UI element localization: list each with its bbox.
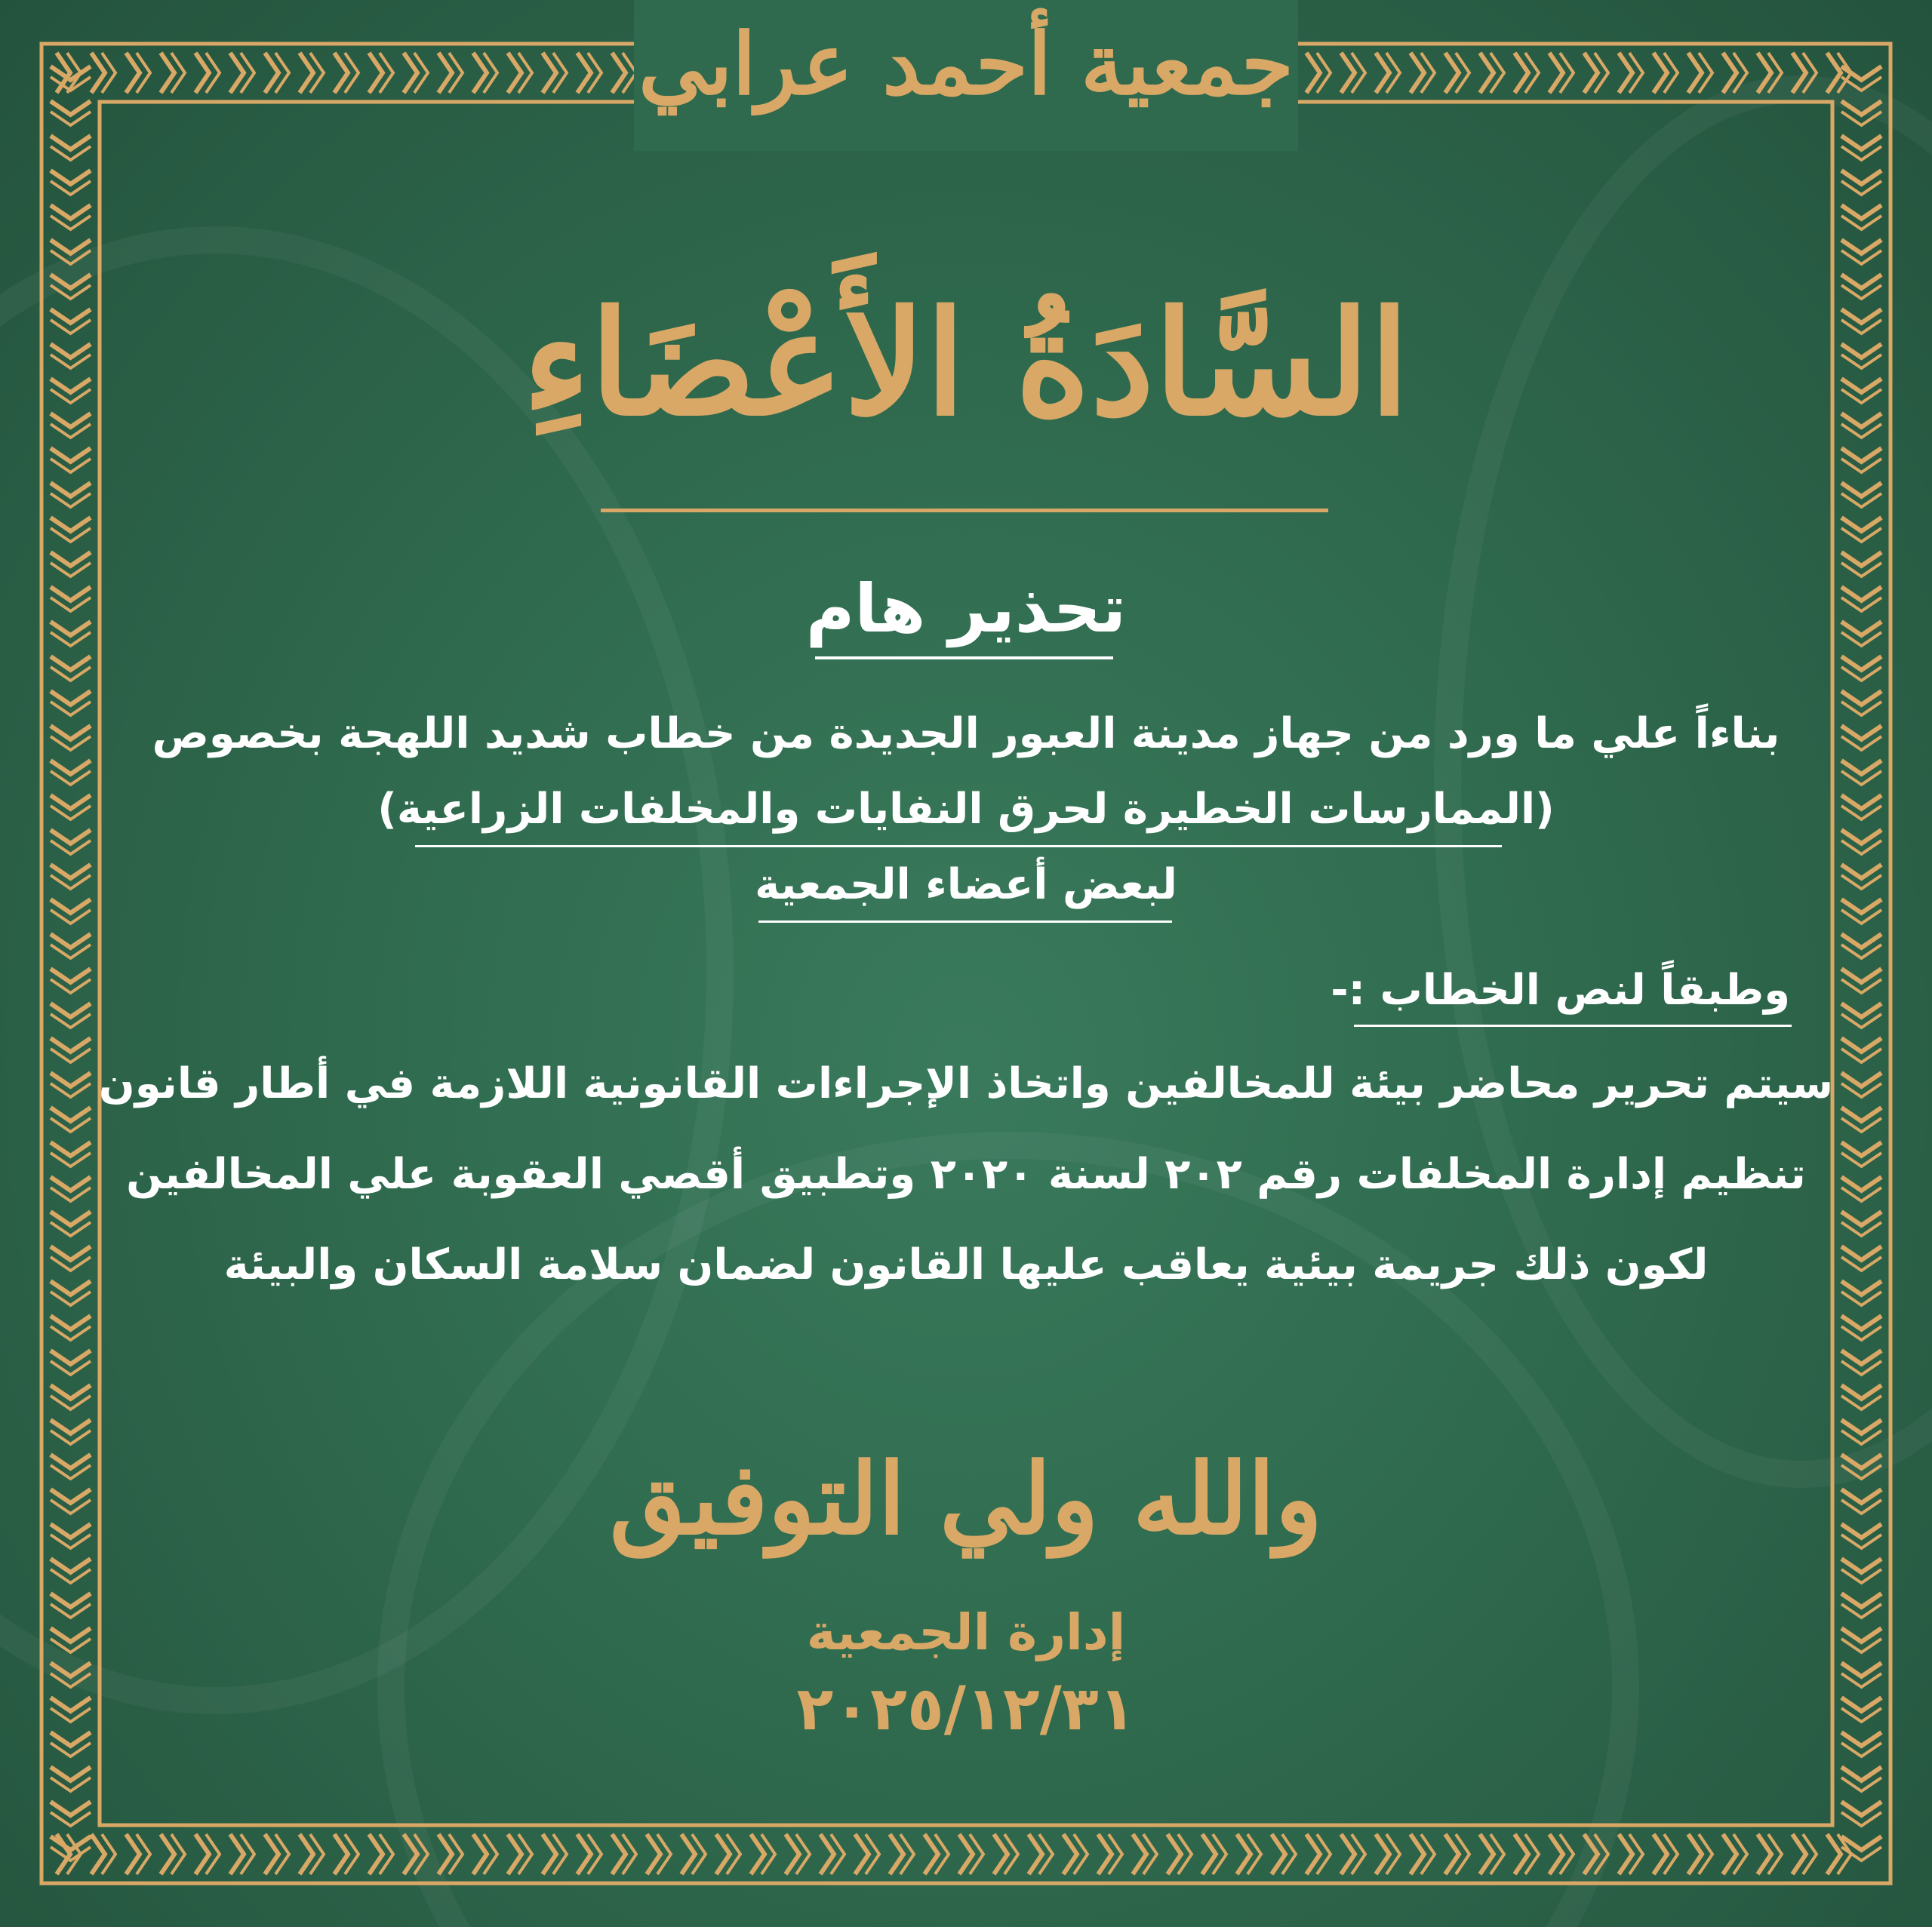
frame-chevron — [1841, 448, 1881, 462]
frame-chevron — [51, 1316, 91, 1329]
frame-chevron — [1688, 1834, 1702, 1874]
notice-line-1: بناءاً علي ما ورد من جهاز مدينة العبور الجديدة من خطاب شديد اللهجة بخصوص — [152, 709, 1780, 758]
frame-chevron — [230, 1834, 244, 1874]
frame-chevron — [890, 1834, 903, 1874]
frame-chevron — [1133, 1834, 1146, 1874]
frame-chevron — [1841, 934, 1881, 948]
frame-chevron — [1841, 1108, 1881, 1121]
frame-chevron — [51, 1420, 91, 1434]
frame-chevron — [1376, 1834, 1389, 1874]
frame-chevron — [681, 1834, 695, 1874]
frame-chevron — [1202, 1834, 1216, 1874]
closing-phrase: والله ولي التوفيق — [609, 1441, 1323, 1557]
frame-chevron — [265, 1834, 278, 1874]
paragraph-line-1: سيتم تحرير محاضر بيئة للمخالفين واتخاذ الإجراءات القانونية اللازمة في أطار قانون — [98, 1059, 1834, 1108]
frame-chevron — [51, 1038, 91, 1052]
frame-chevron — [786, 1834, 799, 1874]
frame-chevron — [1841, 171, 1881, 184]
paragraph-line-3: لكون ذلك جريمة بيئية يعاقب عليها القانون لضمان سلامة السكان والبيئة — [223, 1240, 1709, 1289]
frame-chevron — [51, 656, 91, 670]
frame-chevron — [612, 1834, 626, 1874]
frame-chevron — [1723, 1834, 1737, 1874]
frame-chevron — [51, 1802, 91, 1815]
frame-chevron — [1841, 1385, 1881, 1399]
frame-chevron — [1098, 1834, 1112, 1874]
frame-chevron — [473, 1834, 487, 1874]
frame-chevron — [1841, 552, 1881, 566]
frame-chevron — [543, 1834, 556, 1874]
frame-chevron — [1841, 1212, 1881, 1225]
frame-chevron — [647, 1834, 660, 1874]
frame-chevron — [1841, 518, 1881, 531]
frame-chevron — [1841, 656, 1881, 670]
frame-chevron — [1841, 1038, 1881, 1052]
greeting-divider — [601, 509, 1328, 512]
frame-chevron — [924, 1834, 938, 1874]
notice-line-3-underline — [758, 920, 1172, 923]
frame-chevron — [300, 1834, 313, 1874]
frame-chevron — [1841, 1420, 1881, 1434]
frame-chevron — [1306, 1834, 1320, 1874]
frame-chevron — [91, 1834, 105, 1874]
frame-chevron — [369, 1834, 383, 1874]
organization-name: جمعية أحمد عرابي — [638, 15, 1294, 114]
frame-chevron — [751, 1834, 764, 1874]
frame-chevron — [51, 552, 91, 566]
frame-chevron — [1168, 1834, 1181, 1874]
frame-chevron — [1841, 1802, 1881, 1815]
frame-chevron — [51, 934, 91, 948]
frame-chevron — [51, 136, 91, 149]
frame-chevron — [1654, 1834, 1667, 1874]
frame-chevron — [820, 1834, 834, 1874]
frame-chevron — [855, 1834, 869, 1874]
notice-line-2-underline — [415, 845, 1502, 847]
frame-chevron — [1515, 1834, 1528, 1874]
frame-chevron — [51, 969, 91, 982]
frame-chevron — [51, 761, 91, 774]
frame-chevron — [1841, 691, 1881, 705]
frame-chevron — [1841, 1003, 1881, 1017]
frame-chevron — [1758, 1834, 1771, 1874]
frame-chevron — [959, 1834, 973, 1874]
frame-chevron — [51, 691, 91, 705]
frame-chevron — [1841, 1316, 1881, 1329]
warning-title: تحذير هام — [805, 570, 1127, 647]
frame-chevron — [1841, 1559, 1881, 1572]
frame-chevron — [1272, 1834, 1285, 1874]
frame-chevron — [51, 1385, 91, 1399]
frame-chevron — [51, 1212, 91, 1225]
frame-chevron — [508, 1834, 521, 1874]
frame-chevron — [1841, 761, 1881, 774]
frame-chevron — [1480, 1834, 1494, 1874]
frame-chevron — [51, 1108, 91, 1121]
frame-chevron — [126, 1834, 140, 1874]
frame-chevron — [334, 1834, 348, 1874]
frame-chevron — [1841, 205, 1881, 219]
frame-chevron — [161, 1834, 174, 1874]
frame-chevron — [1584, 1834, 1598, 1874]
frame-chevron — [1841, 969, 1881, 982]
frame-chevron — [1841, 1767, 1881, 1781]
frame-chevron — [51, 1767, 91, 1781]
frame-chevron — [577, 1834, 591, 1874]
frame-chevron — [1549, 1834, 1563, 1874]
frame-chevron — [195, 1834, 209, 1874]
signature: إدارة الجمعية — [806, 1603, 1126, 1661]
frame-chevron — [438, 1834, 452, 1874]
letter-intro-underline — [1354, 1025, 1792, 1027]
frame-chevron — [1619, 1834, 1632, 1874]
frame-chevron — [716, 1834, 730, 1874]
notice-line-3: لبعض أعضاء الجمعية — [755, 860, 1177, 909]
frame-chevron — [1445, 1834, 1459, 1874]
frame-chevron — [51, 1003, 91, 1017]
frame-chevron — [1029, 1834, 1042, 1874]
frame-chevron — [51, 448, 91, 462]
frame-chevron — [1827, 1834, 1841, 1874]
frame-chevron — [51, 1351, 91, 1364]
frame-chevron — [51, 205, 91, 219]
date: ٢٠٢٥/١٢/٣١ — [796, 1673, 1136, 1744]
frame-chevron — [1841, 483, 1881, 496]
frame-chevron — [51, 1559, 91, 1572]
frame-chevron — [51, 518, 91, 531]
frame-chevron — [1063, 1834, 1077, 1874]
letter-intro: وطبقاً لنص الخطاب :- — [1331, 966, 1790, 1015]
frame-chevron — [404, 1834, 417, 1874]
frame-chevron — [51, 483, 91, 496]
greeting-heading: السَّادَةُ الأَعْضَاءِ — [522, 279, 1410, 447]
frame-chevron — [1237, 1834, 1251, 1874]
frame-chevron — [1841, 240, 1881, 254]
paragraph-line-2: تنظيم إدارة المخلفات رقم ٢٠٢ لسنة ٢٠٢٠ وتطبيق أقصي العقوبة علي المخالفين — [126, 1150, 1806, 1199]
frame-chevron — [1792, 1834, 1806, 1874]
frame-chevron — [51, 171, 91, 184]
frame-chevron — [1841, 1351, 1881, 1364]
frame-chevron — [1411, 1834, 1424, 1874]
frame-chevron — [994, 1834, 1008, 1874]
notice-line-2: (الممارسات الخطيرة لحرق النفايات والمخلفات الزراعية) — [377, 785, 1555, 834]
warning-title-underline — [815, 656, 1113, 659]
frame-chevron — [1841, 136, 1881, 149]
frame-chevron — [1341, 1834, 1355, 1874]
frame-chevron — [51, 240, 91, 254]
